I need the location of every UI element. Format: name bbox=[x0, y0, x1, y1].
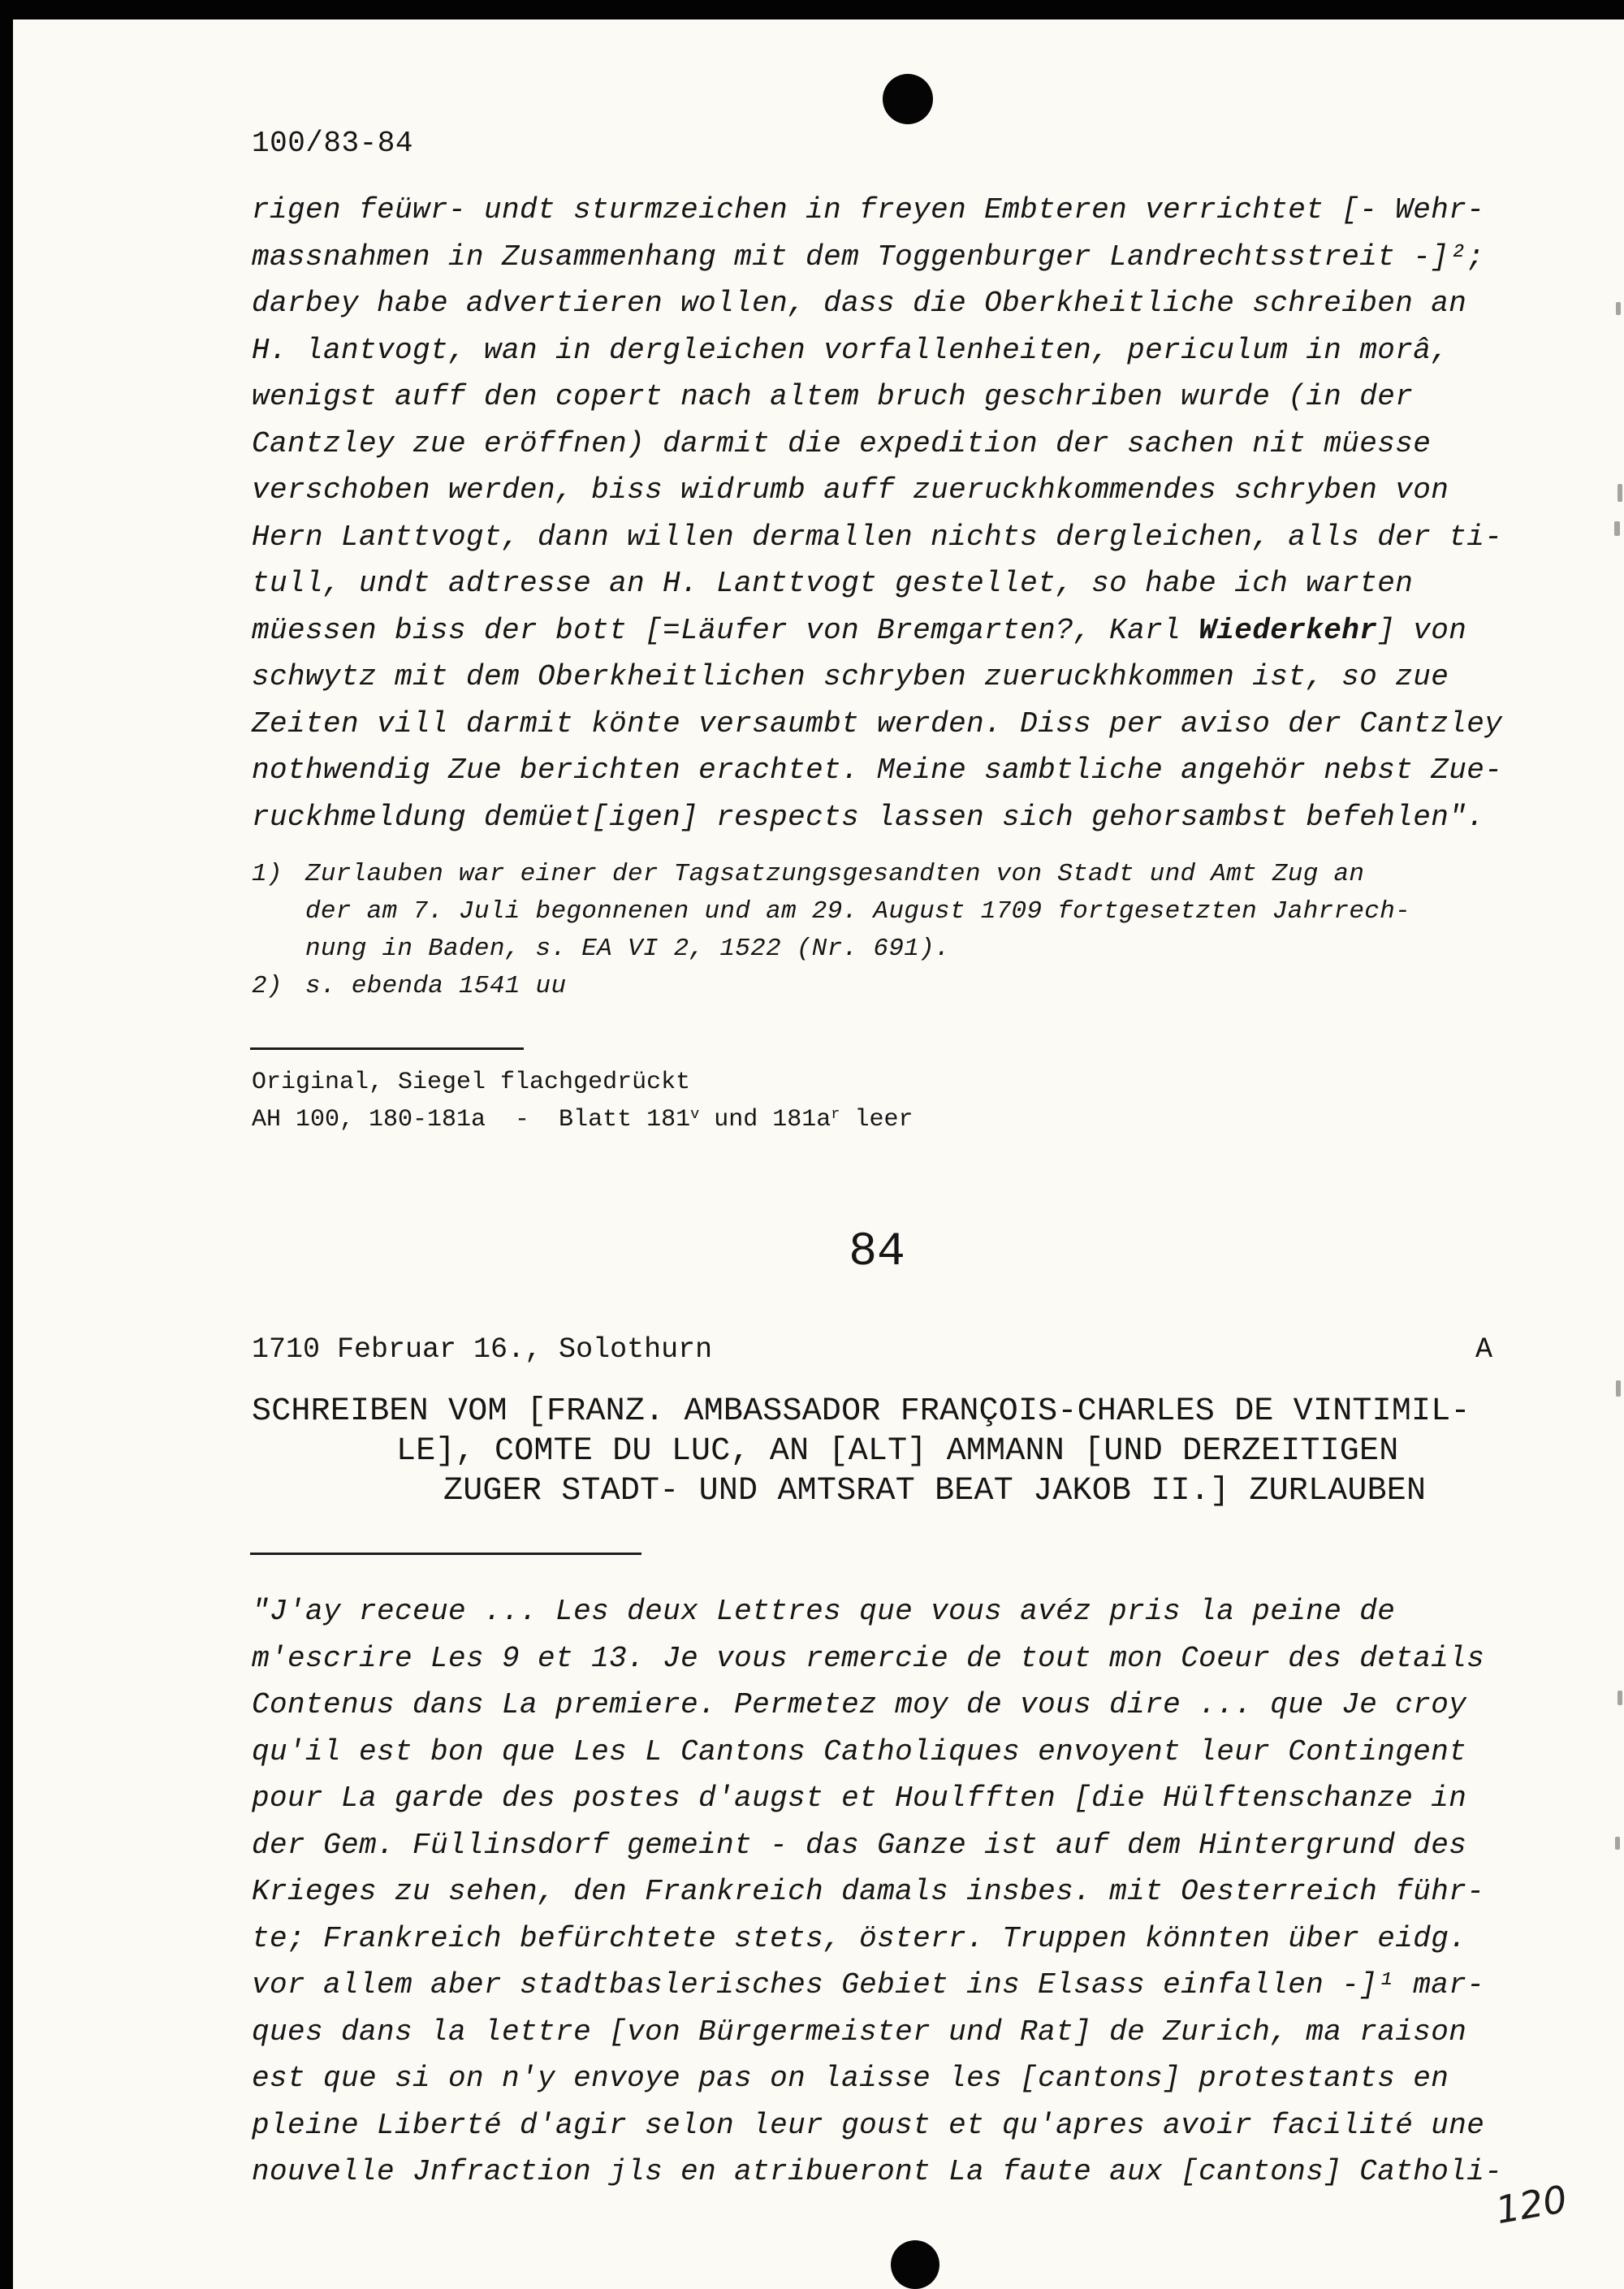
transcript-line-with-bold bbox=[252, 607, 1502, 654]
footnote-2 bbox=[252, 968, 1410, 1005]
transcript-line: wenigst auff den copert nach altem bruch geschriben wurde (in der bbox=[252, 380, 1414, 413]
transcript-line: qu'il est bon que Les L Cantons Catholiques envoyent leur Contingent bbox=[252, 1734, 1467, 1769]
footnotes bbox=[252, 856, 1410, 1005]
transcript-line: H. lantvogt, wan in dergleichen vorfallenheiten, periculum in morâ, bbox=[252, 333, 1449, 367]
document-title bbox=[252, 1392, 1471, 1511]
text-segment: AH 100, 180-181a - Blatt 181 bbox=[252, 1106, 691, 1134]
transcript-line: nothwendig Zue berichten erachtet. Meine sambtliche angehör nebst Zue- bbox=[252, 754, 1503, 787]
date-row bbox=[252, 1333, 1492, 1366]
transcript-line: nouvelle Jnfraction jls en atribueront La faute aux [cantons] Catholi- bbox=[252, 2155, 1503, 2188]
transcript-line: pleine Liberté d'agir selon leur goust et qu'apres avoir facilité une bbox=[252, 2108, 1485, 2142]
title-line: SCHREIBEN VOM [FRANZ. AMBASSADOR FRANÇOIS-CHARLES DE VINTIMIL- bbox=[252, 1393, 1471, 1430]
document-number: 84 bbox=[849, 1226, 905, 1279]
transcript-line: Contenus dans La premiere. Permetez moy de vous dire ... que Je croy bbox=[252, 1688, 1467, 1721]
transcript-line: Hern Lanttvogt, dann willen dermallen nichts dergleichen, alls der ti- bbox=[252, 520, 1503, 554]
transcript-line: darbey habe advertieren wollen, dass die Oberkheitliche schreiben an bbox=[252, 287, 1467, 320]
hole-punch-top bbox=[883, 74, 933, 124]
footnote-1 bbox=[252, 856, 1410, 968]
footnote-line: s. ebenda 1541 uu bbox=[305, 972, 567, 1000]
text-segment: ] von bbox=[1377, 613, 1467, 647]
bold-name-wiederkehr: Wiederkehr bbox=[1199, 613, 1378, 647]
transcript-line: pour La garde des postes d'augst et Houlfften [die Hülftenschanze in bbox=[252, 1782, 1467, 1815]
marginal-letter: A bbox=[1475, 1333, 1492, 1366]
scan-speck bbox=[1618, 484, 1622, 502]
scan-speck bbox=[1614, 521, 1620, 536]
scan-speck bbox=[1616, 1380, 1621, 1397]
transcript-line: m'escrire Les 9 et 13. Je vous remercie de tout mon Coeur des details bbox=[252, 1641, 1485, 1675]
transcript-line: est que si on n'y envoye pas on laisse les [cantons] protestants en bbox=[252, 2062, 1449, 2095]
transcript-line: vor allem aber stadtbaslerisches Gebiet ins Elsass einfallen -]¹ mar- bbox=[252, 1968, 1485, 2002]
transcript-line: Krieges zu sehen, den Frankreich damals insbes. mit Oesterreich führ- bbox=[252, 1875, 1485, 1908]
transcript-line: "J'ay receue ... Les deux Lettres que vous avéz pris la peine de bbox=[252, 1595, 1396, 1628]
transcript-line: schwytz mit dem Oberkheitlichen schryben zueruckhkommen ist, so zue bbox=[252, 660, 1449, 693]
transcript-line: Cantzley zue eröffnen) darmit die expedition der sachen nit müesse bbox=[252, 426, 1432, 460]
scan-edge-left bbox=[0, 0, 13, 2289]
divider-rule bbox=[250, 1047, 524, 1050]
scan-speck bbox=[1618, 1691, 1622, 1705]
footnote-line: der am 7. Juli begonnenen und am 29. August 1709 fortgesetzten Jahrrech- bbox=[305, 897, 1411, 926]
hole-punch-bottom bbox=[891, 2240, 939, 2289]
transcript-line: ques dans la lettre [von Bürgermeister und Rat] de Zurich, ma raison bbox=[252, 2015, 1467, 2049]
title-line: ZUGER STADT- UND AMTSRAT BEAT JAKOB II.] ZURLAUBEN bbox=[443, 1473, 1427, 1509]
date-place: 1710 Februar 16., Solothurn bbox=[252, 1333, 713, 1366]
superscript-v: v bbox=[690, 1105, 700, 1123]
transcript-entry-84 bbox=[252, 1588, 1502, 2196]
transcript-line: verschoben werden, biss widrumb auff zueruckhkommendes schryben von bbox=[252, 473, 1449, 507]
provenance-line-1: Original, Siegel flachgedrückt bbox=[252, 1069, 691, 1096]
transcript-line: massnahmen in Zusammenhang mit dem Toggenburger Landrechtsstreit -]²; bbox=[252, 240, 1485, 274]
provenance-note bbox=[252, 1064, 913, 1141]
transcript-line: Zeiten vill darmit könte versaumbt werden. Diss per aviso der Cantzley bbox=[252, 706, 1503, 741]
footnote-line: nung in Baden, s. EA VI 2, 1522 (Nr. 691). bbox=[305, 935, 950, 963]
handwritten-folio-number: 120 bbox=[1492, 2176, 1570, 2233]
scan-speck bbox=[1615, 1837, 1620, 1850]
transcript-line: ruckhmeldung demüet[igen] respects lassen sich gehorsambst befehlen". bbox=[252, 800, 1485, 834]
scan-edge-top bbox=[0, 0, 1624, 19]
transcript-line: rigen feüwr- undt sturmzeichen in freyen Embteren verrichtet [- Wehr- bbox=[252, 193, 1485, 227]
transcript-entry-83 bbox=[252, 187, 1502, 840]
text-segment: müessen biss der bott [=Läufer von Bremgarten?, Karl bbox=[252, 613, 1199, 647]
divider-rule bbox=[250, 1553, 641, 1555]
footnote-marker: 2) bbox=[252, 972, 283, 1000]
text-segment: und 181a bbox=[699, 1106, 831, 1134]
superscript-r: r bbox=[831, 1105, 840, 1123]
scan-speck bbox=[1616, 302, 1621, 315]
footnote-marker: 1) bbox=[252, 860, 283, 888]
footnote-line: Zurlauben war einer der Tagsatzungsgesandten von Stadt und Amt Zug an bbox=[305, 860, 1365, 888]
provenance-line-2 bbox=[252, 1101, 913, 1141]
page-number-header: 100/83-84 bbox=[252, 127, 413, 160]
text-segment: leer bbox=[840, 1106, 914, 1134]
title-line: LE], COMTE DU LUC, AN [ALT] AMMANN [UND DERZEITIGEN bbox=[396, 1433, 1399, 1470]
transcript-line: tull, undt adtresse an H. Lanttvogt gestellet, so habe ich warten bbox=[252, 567, 1414, 600]
transcript-line: te; Frankreich befürchtete stets, österr. Truppen könnten über eidg. bbox=[252, 1921, 1467, 1955]
transcript-line: der Gem. Füllinsdorf gemeint - das Ganze ist auf dem Hintergrund des bbox=[252, 1828, 1467, 1862]
